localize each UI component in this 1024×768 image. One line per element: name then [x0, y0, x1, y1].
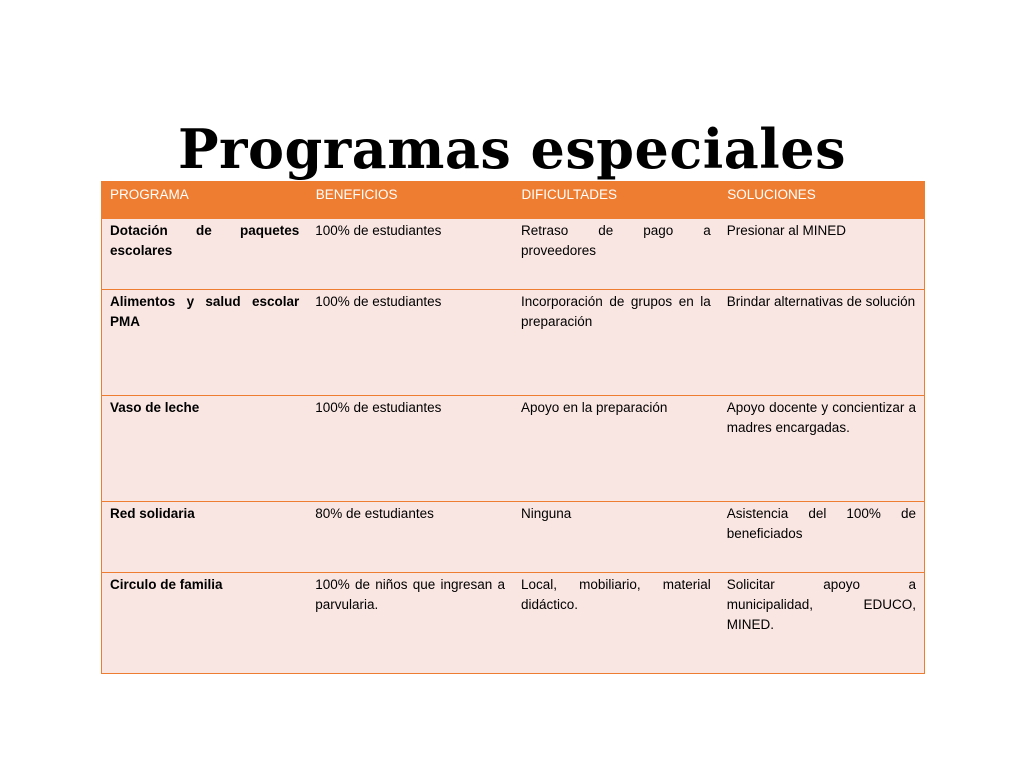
table-row [102, 502, 925, 573]
cell-beneficios: 100% de estudiantes [307, 219, 513, 290]
cell-dificultades: Local, mobiliario, material didáctico. [513, 573, 719, 674]
cell-beneficios: 100% de niños que ingresan a parvularia. [307, 573, 513, 674]
cell-soluciones: Presionar al MINED [719, 219, 925, 290]
cell-programa: Red solidaria [102, 502, 308, 573]
header-beneficios: BENEFICIOS [307, 182, 513, 219]
header-soluciones: SOLUCIONES [719, 182, 925, 219]
header-dificultades: DIFICULTADES [513, 182, 719, 219]
cell-dificultades: Apoyo en la preparación [513, 396, 719, 502]
table-header-row [102, 182, 925, 219]
table-row [102, 290, 925, 396]
table-row [102, 573, 925, 674]
cell-soluciones: Brindar alternativas de solución [719, 290, 925, 396]
cell-soluciones: Solicitar apoyo a municipalidad, EDUCO, MINED. [719, 573, 925, 674]
cell-beneficios: 100% de estudiantes [307, 396, 513, 502]
programs-table [101, 181, 925, 674]
cell-programa: Dotación de paquetes escolares [102, 219, 308, 290]
cell-beneficios: 100% de estudiantes [307, 290, 513, 396]
cell-programa: Circulo de familia [102, 573, 308, 674]
page-title: Programas especiales [177, 117, 847, 182]
table-row [102, 219, 925, 290]
cell-beneficios: 80% de estudiantes [307, 502, 513, 573]
cell-soluciones: Apoyo docente y concientizar a madres encargadas. [719, 396, 925, 502]
cell-programa: Alimentos y salud escolar PMA [102, 290, 308, 396]
cell-dificultades: Retraso de pago a proveedores [513, 219, 719, 290]
cell-dificultades: Ninguna [513, 502, 719, 573]
cell-soluciones: Asistencia del 100% de beneficiados [719, 502, 925, 573]
cell-programa: Vaso de leche [102, 396, 308, 502]
cell-dificultades: Incorporación de grupos en la preparación [513, 290, 719, 396]
table-row [102, 396, 925, 502]
header-programa: PROGRAMA [102, 182, 308, 219]
